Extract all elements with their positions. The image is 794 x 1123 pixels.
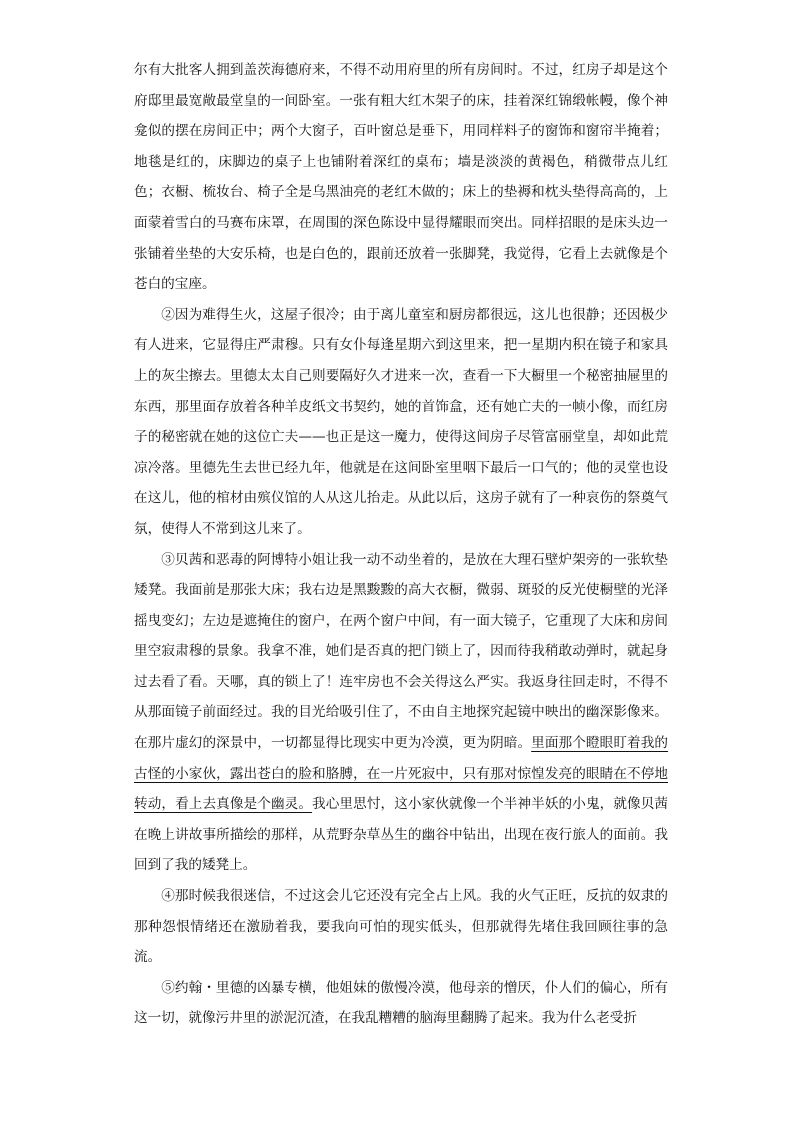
paragraph-text: ③贝茜和恶毒的阿博特小姐让我一动不动坐着的，是放在大理石壁炉架旁的一张软垫矮凳。我面前是那张大床；我右边是黑黢黢的高大衣橱，微弱、斑驳的反光使橱壁的光泽摇曳变幻；左边是遮掩住的窗户，在两个窗户中间，有一面大镜子，它重现了大床和房间里空寂肃穆的景象。我拿不准，她们是否真的把门锁上了，因而待我稍敢动弹时，就起身过去看了看。天哪，真的锁上了！连牢房也不会关得这么严实。我返身往回走时，不得不从那面镜子前面经过。我的目光给吸引住了，不由自主地探究起镜中映出的幽深影像来。在那片虚幻的深景中，一切都显得比现实中更为冷漠，更为阴暗。 [134, 551, 668, 752]
paragraph-4 [134, 881, 668, 973]
paragraph-2 [134, 300, 668, 545]
paragraph-text: ⑤约翰・里德的凶暴专横，他姐妹的傲慢冷漠，他母亲的憎厌，仆人们的偏心，所有这一切，就像污井里的淤泥沉渣，在我乱糟糟的脑海里翻腾了起来。我为什么老受折 [134, 979, 668, 1027]
paragraph-continuation [134, 55, 668, 300]
paragraph-text: 我心里思忖，这小家伙就像一个半神半妖的小鬼，就像贝茜在晚上讲故事所描绘的那样，从荒野杂草丛生的幽谷中钻出，出现在夜行旅人的面前。我回到了我的矮凳上。 [134, 796, 669, 874]
paragraph-text: ④那时候我很迷信，不过这会儿它还没有完全占上风。我的火气正旺，反抗的奴隶的那种怨恨情绪还在激励着我，要我向可怕的现实低头，但那就得先堵住我回顾往事的急流。 [134, 888, 668, 966]
underlined-sentence: 里面那个瞪眼盯着我的古怪的小家伙，露出苍白的脸和胳膊，在一片死寂中，只有那对惊惶发亮的眼睛在不停地转动，看上去真像是个幽灵。 [134, 735, 669, 813]
document-page [134, 55, 668, 1034]
paragraph-text: 尔有大批客人拥到盖茨海德府来，不得不动用府里的所有房间时。不过，红房子却是这个府邸里最宽敞最堂皇的一间卧室。一张有粗大红木架子的床，挂着深红锦缎帐幔，像个神龛似的摆在房间正中；两个大窗子，百叶窗总是垂下，用同样料子的窗饰和窗帘半掩着；地毯是红的，床脚边的桌子上也铺附着深红的桌布；墙是淡淡的黄褐色，稍微带点儿红色；衣橱、梳妆台、椅子全是乌黑油亮的老红木做的；床上的垫褥和枕头垫得高高的，上面蒙着雪白的马赛布床罩，在周围的深色陈设中显得耀眼而突出。同样招眼的是床头边一张铺着坐垫的大安乐椅，也是白色的，跟前还放着一张脚凳，我觉得，它看上去就像是个苍白的宝座。 [134, 62, 668, 293]
paragraph-text: ②因为难得生火，这屋子很冷；由于离儿童室和厨房都很远，这儿也很静；还因极少有人进来，它显得庄严肃穆。只有女仆每逢星期六到这里来，把一星期内积在镜子和家具上的灰尘擦去。里德太太自己则要隔好久才进来一次，查看一下大橱里一个秘密抽屉里的东西，那里面存放着各种羊皮纸文书契约，她的首饰盒，还有她亡夫的一帧小像，而红房子的秘密就在她的这位亡夫——也正是这一魔力，使得这间房子尽管富丽堂皇，却如此荒凉冷落。里德先生去世已经九年，他就是在这间卧室里咽下最后一口气的；他的灵堂也设在这儿，他的棺材由殡仪馆的人从这儿抬走。从此以后，这房子就有了一种哀伤的祭奠气氛，使得人不常到这儿来了。 [134, 306, 668, 537]
paragraph-5 [134, 973, 668, 1034]
paragraph-3 [134, 545, 668, 882]
